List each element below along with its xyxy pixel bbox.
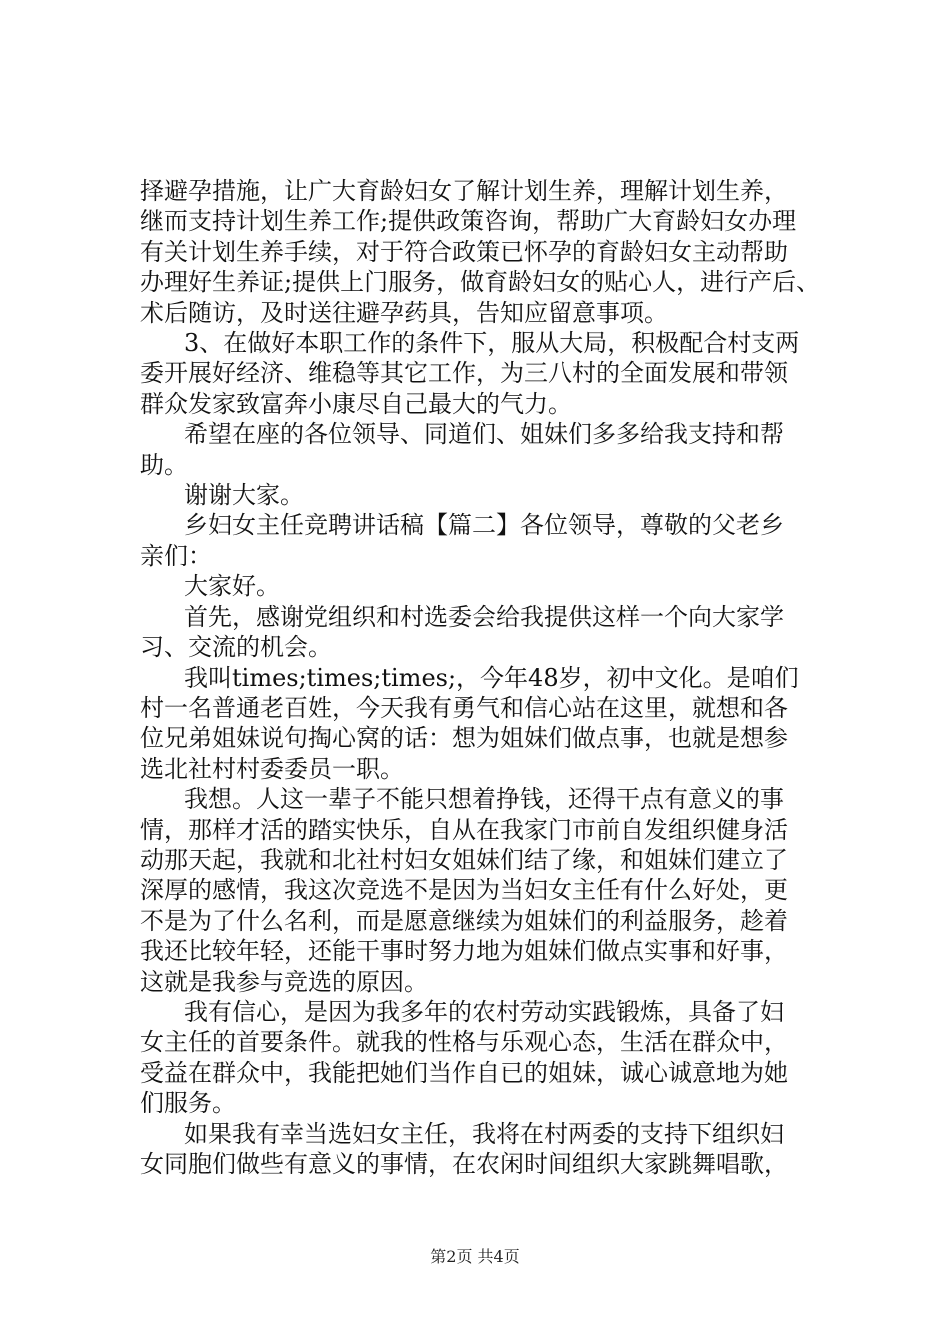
text-line: 位兄弟姐妹说句掏心窝的话：想为姐妹们做点事，也就是想参 xyxy=(140,724,788,753)
text-line: 有关计划生养手续，对于符合政策已怀孕的育龄妇女主动帮助 xyxy=(140,237,788,266)
text-line: 深厚的感情，我这次竞选不是因为当妇女主任有什么好处，更 xyxy=(140,876,788,905)
text-line: 习、交流的机会。 xyxy=(140,633,332,662)
text-line: 女主任的首要条件。就我的性格与乐观心态，生活在群众中， xyxy=(140,1028,788,1057)
paragraph xyxy=(140,419,860,480)
text-line: 继而支持计划生养工作;提供政策咨询，帮助广大育龄妇女办理 xyxy=(140,207,797,236)
page-footer: 第2页 共4页 xyxy=(430,1247,520,1266)
paragraph xyxy=(140,784,860,997)
text-line: 亲们： xyxy=(140,541,212,570)
text-line: 我有信心，是因为我多年的农村劳动实践锻炼，具备了妇 xyxy=(184,997,784,1026)
paragraph xyxy=(140,510,860,571)
text-line: 3、在做好本职工作的条件下，服从大局，积极配合村支两 xyxy=(184,329,800,358)
paragraph xyxy=(140,663,860,785)
paragraph xyxy=(140,602,860,663)
document-body xyxy=(140,176,860,1179)
text-line: 办理好生养证;提供上门服务，做育龄妇女的贴心人，进行产后、 xyxy=(140,268,821,297)
text-line: 助。 xyxy=(140,450,188,479)
text-line: 我想。人这一辈子不能只想着挣钱，还得干点有意义的事 xyxy=(184,785,784,814)
paragraph xyxy=(140,480,860,510)
paragraph xyxy=(140,1119,860,1180)
text-line: 首先，感谢党组织和村选委会给我提供这样一个向大家学 xyxy=(184,602,784,631)
text-line: 委开展好经济、维稳等其它工作，为三八村的全面发展和带领 xyxy=(140,359,788,388)
text-line: 谢谢大家。 xyxy=(184,481,304,510)
text-line: 乡妇女主任竞聘讲话稿【篇二】各位领导，尊敬的父老乡 xyxy=(184,511,784,540)
paragraph xyxy=(140,997,860,1119)
paragraph xyxy=(140,176,860,328)
text-line: 动那天起，我就和北社村妇女姐妹们结了缘，和姐妹们建立了 xyxy=(140,845,788,874)
text-line: 村一名普通老百姓，今天我有勇气和信心站在这里，就想和各 xyxy=(140,693,788,722)
text-line: 我还比较年轻，还能干事时努力地为姐妹们做点实事和好事， xyxy=(140,937,788,966)
text-line: 如果我有幸当选妇女主任，我将在村两委的支持下组织妇 xyxy=(184,1119,784,1148)
text-line: 选北社村村委委员一职。 xyxy=(140,754,404,783)
text-line: 们服务。 xyxy=(140,1089,236,1118)
text-line: 受益在群众中，我能把她们当作自已的姐妹，诚心诚意地为她 xyxy=(140,1058,788,1087)
text-line: 大家好。 xyxy=(184,572,280,601)
text-line: 这就是我参与竞选的原因。 xyxy=(140,967,428,996)
text-line: 我叫times;times;times;，今年48岁，初中文化。是咱们 xyxy=(184,663,799,692)
text-line: 择避孕措施，让广大育龄妇女了解计划生养，理解计划生养， xyxy=(140,177,788,205)
text-line: 女同胞们做些有意义的事情，在农闲时间组织大家跳舞唱歌， xyxy=(140,1150,788,1178)
text-line: 情，那样才活的踏实快乐，自从在我家门市前自发组织健身活 xyxy=(140,815,788,844)
text-line: 群众发家致富奔小康尽自己最大的气力。 xyxy=(140,389,572,418)
paragraph xyxy=(140,328,860,419)
text-line: 不是为了什么名利，而是愿意继续为姐妹们的利益服务，趁着 xyxy=(140,906,788,935)
text-line: 希望在座的各位领导、同道们、姐妹们多多给我支持和帮 xyxy=(184,420,784,449)
paragraph xyxy=(140,571,860,601)
text-line: 术后随访，及时送往避孕药具，告知应留意事项。 xyxy=(140,298,668,327)
